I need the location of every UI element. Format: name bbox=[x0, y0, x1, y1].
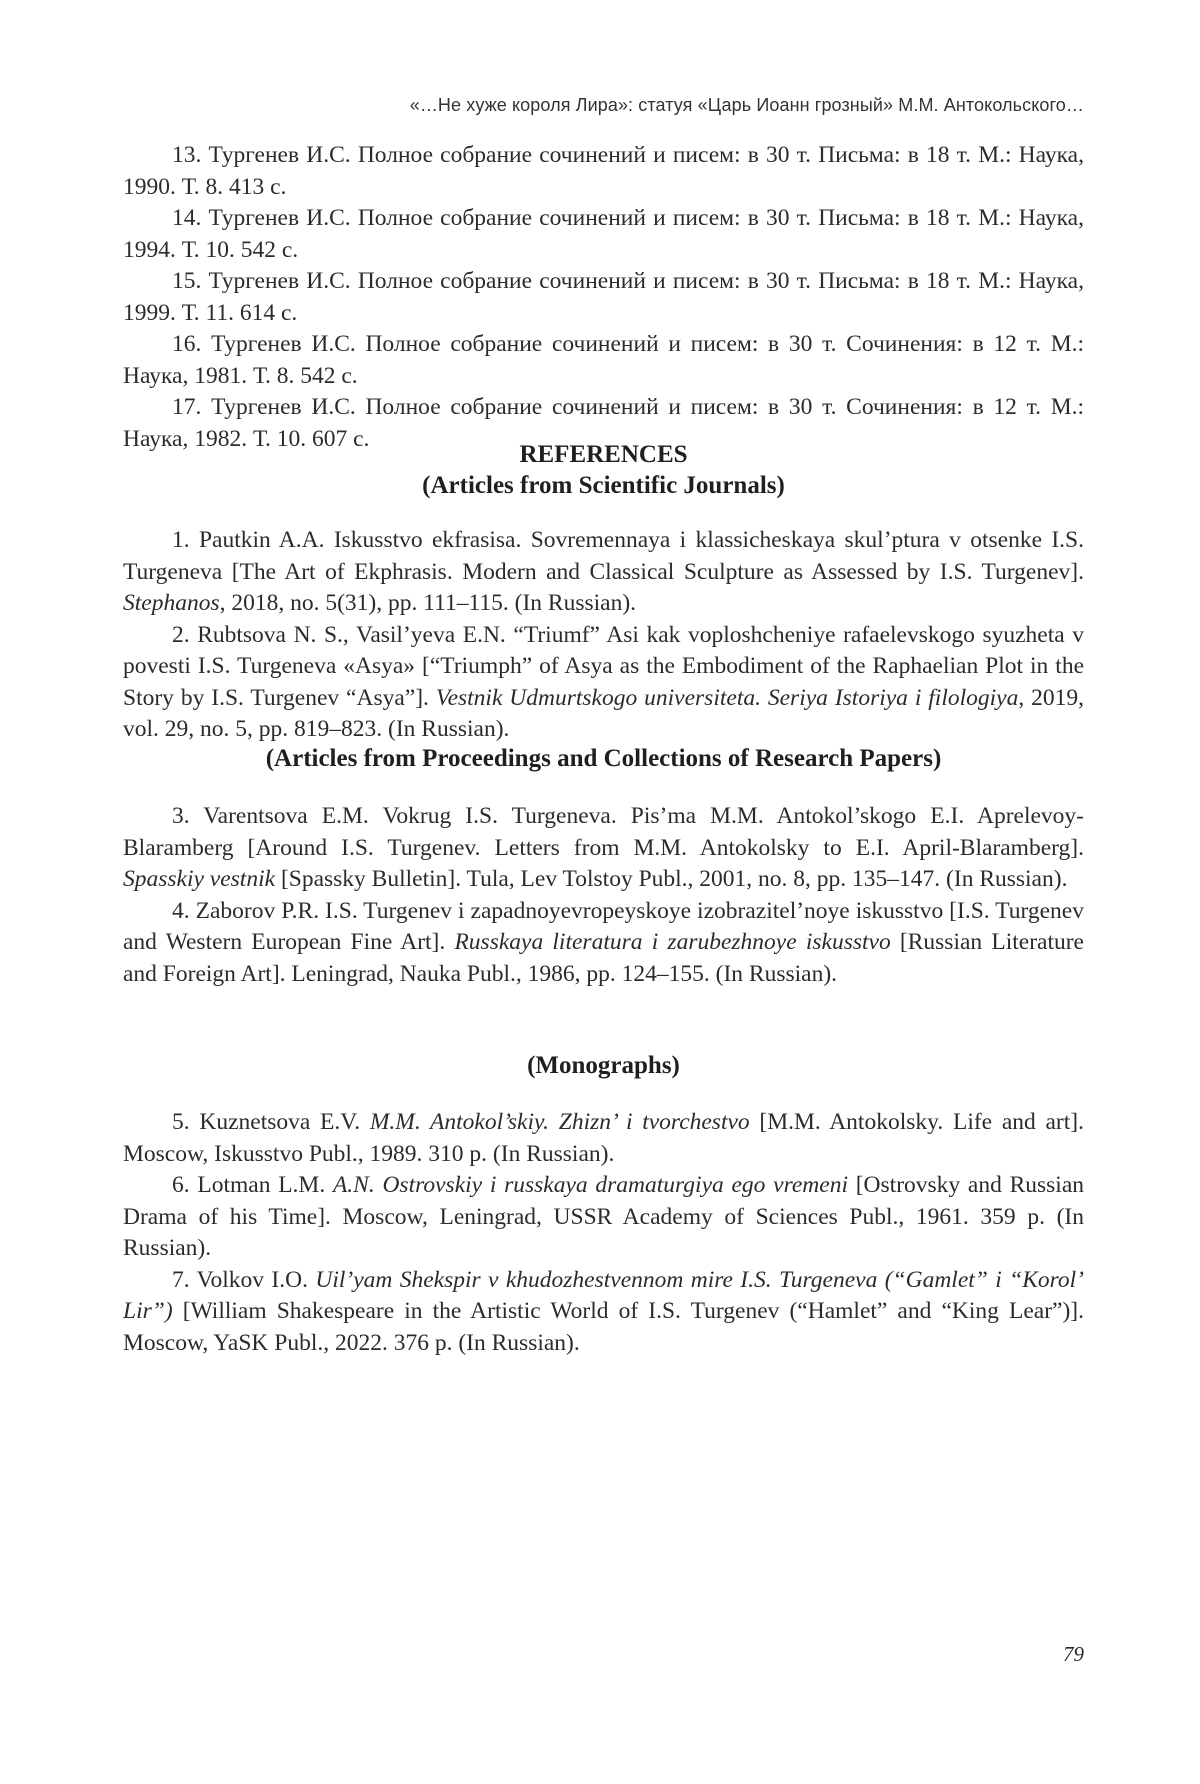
book-title: Uil’yam Shekspir v khudozhestvennom mire I.S. Turgeneva (“Gamlet” i “Korol’ Lir”) bbox=[123, 1266, 1084, 1324]
reference-item: 14. Тургенев И.С. Полное собрание сочинений и писем: в 30 т. Письма: в 18 т. М.: Наука, 1994. Т. 10. 542 с. bbox=[123, 205, 1084, 263]
references-heading-block bbox=[123, 439, 1084, 501]
references-title: REFERENCES bbox=[519, 441, 688, 468]
reference-item: 6. Lotman L.M. A.N. Ostrovskiy i russkaya dramaturgiya ego vremeni [Ostrovsky and Russian Drama of his Time]. Moscow, Leningrad, USSR Academy of Sciences Publ., 1961. 359 p. (In Russian). bbox=[123, 1172, 1084, 1261]
reference-item: 5. Kuznetsova E.V. M.M. Antokol’skiy. Zhizn’ i tvorchestvo [M.M. Antokolsky. Life and art]. Moscow, Iskusstvo Publ., 1989. 310 p. (In Russian). bbox=[123, 1109, 1084, 1167]
reference-item: 15. Тургенев И.С. Полное собрание сочинений и писем: в 30 т. Письма: в 18 т. М.: Наука, 1999. Т. 11. 614 с. bbox=[123, 268, 1084, 326]
document-page bbox=[123, 0, 1084, 1784]
book-title: Russkaya literatura i zarubezhnoye iskusstvo bbox=[454, 929, 891, 955]
section-heading-proceedings: (Articles from Proceedings and Collections of Research Papers) bbox=[265, 745, 942, 772]
reference-item: 7. Volkov I.O. Uil’yam Shekspir v khudozhestvennom mire I.S. Turgeneva (“Gamlet” i “Korol’ Lir”) [William Shakespeare in the Artistic World of I.S. Turgenev (“Hamlet” and “King Lear”)]. Moscow, YaSK Publ., 2022. 376 p. (In Russian). bbox=[123, 1266, 1084, 1356]
section-heading-monographs: (Monographs) bbox=[527, 1052, 680, 1079]
section-monographs-list bbox=[123, 1107, 1084, 1359]
reference-item: 16. Тургенев И.С. Полное собрание сочинений и писем: в 30 т. Сочинения: в 12 т. М.: Наука, 1981. Т. 8. 542 с. bbox=[123, 331, 1084, 389]
section-proceedings-list bbox=[123, 801, 1084, 990]
section-proceedings-heading-block bbox=[123, 743, 1084, 774]
reference-item: 4. Zaborov P.R. I.S. Turgenev i zapadnoyevropeyskoye izobrazitel’noye iskusstvo [I.S. Turgenev and Western European Fine Art]. Russkaya literatura i zarubezhnoye iskusstvo [Russian Literature and Foreign Art]. Leningrad, Nauka Publ., 1986, pp. 124–155. (In Russian). bbox=[123, 897, 1084, 987]
journal-title: Stephanos bbox=[123, 590, 220, 616]
reference-item: 3. Varentsova E.M. Vokrug I.S. Turgeneva. Pis’ma M.M. Antokol’skogo E.I. Aprelevoy-Blaramberg [Around I.S. Turgenev. Letters from M.M. Antokolsky to E.I. April-Blaramberg]. Spasskiy vestnik [Spassky Bulletin]. Tula, Lev Tolstoy Publ., 2001, no. 8, pp. 135–147. (In Russian). bbox=[123, 803, 1084, 892]
book-title: M.M. Antokol’skiy. Zhizn’ i tvorchestvo bbox=[369, 1109, 750, 1135]
journal-title: Vestnik Udmurtskogo universiteta. Seriya Istoriya i filologiya bbox=[435, 684, 1019, 711]
reference-item: 2. Rubtsova N. S., Vasil’yeva E.N. “Triumf” Asi kak voploshcheniye rafaelevskogo syuzheta v povesti I.S. Turgeneva «Asya» [“Triumph” of Asya as the Embodiment of the Raphaelian Plot in the Story by I.S. Turgenev “Asya”]. Vestnik Udmurtskogo universiteta. Seriya Istoriya i filologiya, 2019, vol. 29, no. 5, pp. 819–823. (In Russian). bbox=[123, 621, 1084, 742]
russian-references-list bbox=[123, 140, 1084, 455]
reference-item: 1. Pautkin A.A. Iskusstvo ekfrasisa. Sovremennaya i klassicheskaya skul’ptura v otsenke I.S. Turgeneva [The Art of Ekphrasis. Modern and Classical Sculpture as Assessed by I.S. Turgenev]. Stephanos, 2018, no. 5(31), pp. 111–115. (In Russian). bbox=[123, 527, 1084, 616]
reference-item: 17. Тургенев И.С. Полное собрание сочинений и писем: в 30 т. Сочинения: в 12 т. М.: Наука, 1982. Т. 10. 607 с. bbox=[123, 394, 1084, 452]
section-monographs-heading-block bbox=[123, 1050, 1084, 1081]
journal-title: Spasskiy vestnik bbox=[123, 866, 276, 892]
section-heading-journals: (Articles from Scientific Journals) bbox=[422, 472, 785, 499]
reference-item: 13. Тургенев И.С. Полное собрание сочинений и писем: в 30 т. Письма: в 18 т. М.: Наука, 1990. Т. 8. 413 с. bbox=[123, 142, 1084, 200]
running-head: «…Не хуже короля Лира»: статуя «Царь Иоанн грозный» М.М. Антокольского… bbox=[409, 95, 1084, 115]
book-title: A.N. Ostrovskiy i russkaya dramaturgiya ego vremeni bbox=[332, 1172, 848, 1198]
page-number: 79 bbox=[1063, 1642, 1084, 1666]
section-journals-list bbox=[123, 525, 1084, 746]
